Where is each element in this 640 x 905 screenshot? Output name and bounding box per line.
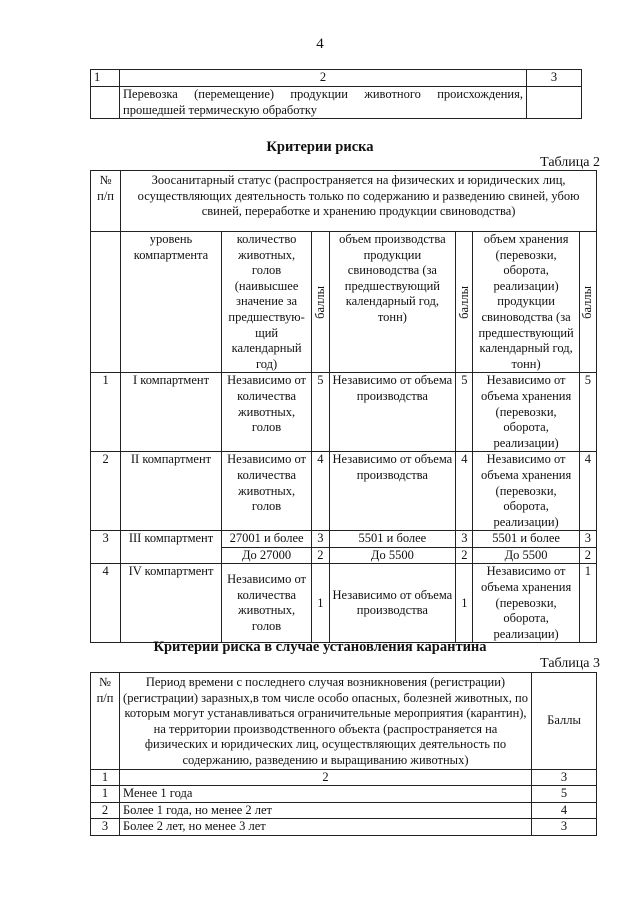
risk-criteria-table — [90, 170, 597, 643]
column-header — [579, 232, 596, 373]
points-cell: 1 — [579, 564, 596, 643]
column-header: объем производства продукции свиноводства (за предшествующий календарный год, тонн) — [329, 232, 456, 373]
table-cell: IV компартмент — [121, 564, 222, 643]
table-row — [91, 802, 597, 819]
table-row — [91, 564, 597, 643]
row-number: 2 — [91, 452, 121, 531]
table-cell: 5501 и более — [473, 531, 579, 548]
section-title: Критерии риска — [266, 139, 374, 155]
index-cell: 2 — [120, 769, 532, 786]
table-cell: Независимо от объема производства — [329, 564, 456, 643]
table-cell — [527, 87, 582, 119]
points-cell: 1 — [456, 564, 473, 643]
header-cell: 1 — [91, 70, 120, 87]
points-cell: 4 — [532, 802, 597, 819]
table-cell: До 5500 — [473, 547, 579, 564]
table-cell: 27001 и более — [221, 531, 311, 548]
points-cell: 3 — [579, 531, 596, 548]
points-label: баллы — [456, 285, 471, 319]
points-cell: 4 — [312, 452, 329, 531]
table-cell: Независимо от объема хранения (перевозки, оборота, реализации) — [473, 452, 579, 531]
table-cell: Независимо от объема производства — [329, 373, 456, 452]
column-header: Период времени с последнего случая возникновения (регистрации) (регистрации) заразных,в том числе особо опасных, болезней животных, по которым могут устанавливаться ограничительные мероприятия (карантин), на территории производственного объекта (распространяется на физических и юридических лиц, осуществляющих деятельность по содержанию, разведению и выращиванию животных) — [120, 673, 532, 770]
points-cell: 5 — [579, 373, 596, 452]
table-cell: Независимо от количества животных, голов — [221, 452, 311, 531]
table-cell: До 5500 — [329, 547, 456, 564]
row-number: 3 — [91, 819, 120, 836]
table-row — [91, 452, 597, 531]
table-cell: Более 1 года, но менее 2 лет — [120, 802, 532, 819]
index-cell: 1 — [91, 769, 120, 786]
table-cell: I компартмент — [121, 373, 222, 452]
table-cell: Независимо от объема хранения (перевозки, оборота, реализации) — [473, 373, 579, 452]
points-label: баллы — [580, 285, 595, 319]
table-cell: Независимо от объема производства — [329, 452, 456, 531]
table-cell: II компартмент — [121, 452, 222, 531]
points-cell: 2 — [579, 547, 596, 564]
points-cell: 3 — [456, 531, 473, 548]
row-number: 1 — [91, 373, 121, 452]
points-cell: 5 — [312, 373, 329, 452]
points-label: баллы — [312, 285, 327, 319]
row-number: 2 — [91, 802, 120, 819]
table-continuation — [90, 69, 582, 119]
points-cell: 2 — [312, 547, 329, 564]
table-label: Таблица 2 — [540, 155, 600, 170]
table-cell: Независимо от количества животных, голов — [221, 564, 311, 643]
table-cell: Более 2 лет, но менее 3 лет — [120, 819, 532, 836]
table-cell: Менее 1 года — [120, 786, 532, 803]
table-row — [91, 786, 597, 803]
table-cell: III компартмент — [121, 531, 222, 564]
table-row — [91, 531, 597, 548]
column-header: № п/п — [91, 171, 121, 232]
points-cell: 3 — [312, 531, 329, 548]
table-cell: До 27000 — [221, 547, 311, 564]
row-number: 4 — [91, 564, 121, 643]
row-number: 1 — [91, 786, 120, 803]
section-title: Критерии риска в случае установления карантина — [153, 639, 487, 655]
table-label: Таблица 3 — [540, 656, 600, 671]
table-cell — [91, 232, 121, 373]
table-row — [91, 373, 597, 452]
column-header — [456, 232, 473, 373]
points-cell: 1 — [312, 564, 329, 643]
points-cell: 4 — [456, 452, 473, 531]
header-cell: 2 — [120, 70, 527, 87]
column-header: уровень компартмента — [121, 232, 222, 373]
points-cell: 5 — [456, 373, 473, 452]
column-header: объем хранения (перевозки, оборота, реализации) продукции свиноводства (за предшествующий календарный год, тонн) — [473, 232, 579, 373]
index-cell: 3 — [532, 769, 597, 786]
row-number: 3 — [91, 531, 121, 564]
points-cell: 2 — [456, 547, 473, 564]
column-header: Баллы — [532, 673, 597, 770]
quarantine-risk-table — [90, 672, 597, 836]
page-number: 4 — [316, 36, 324, 52]
column-header: количество животных, голов (наивысшее значение за предшествую-щий календарный год) — [221, 232, 311, 373]
column-header: № п/п — [91, 673, 120, 770]
header-cell: 3 — [527, 70, 582, 87]
table-cell: Перевозка (перемещение) продукции животного происхождения, прошедшей термическую обработку — [120, 87, 527, 119]
points-cell: 4 — [579, 452, 596, 531]
zoo-status-header: Зоосанитарный статус (распространяется на физических и юридических лиц, осуществляющих деятельность только по содержанию и разведению свиней, убою свиней, переработке и хранению продукции свиноводства) — [121, 171, 597, 232]
table-cell — [91, 87, 120, 119]
points-cell: 3 — [532, 819, 597, 836]
table-cell: Независимо от количества животных, голов — [221, 373, 311, 452]
table-cell: 5501 и более — [329, 531, 456, 548]
table-row — [91, 819, 597, 836]
column-header — [312, 232, 329, 373]
table-cell: Независимо от объема хранения (перевозки, оборота, реализации) — [473, 564, 579, 643]
points-cell: 5 — [532, 786, 597, 803]
